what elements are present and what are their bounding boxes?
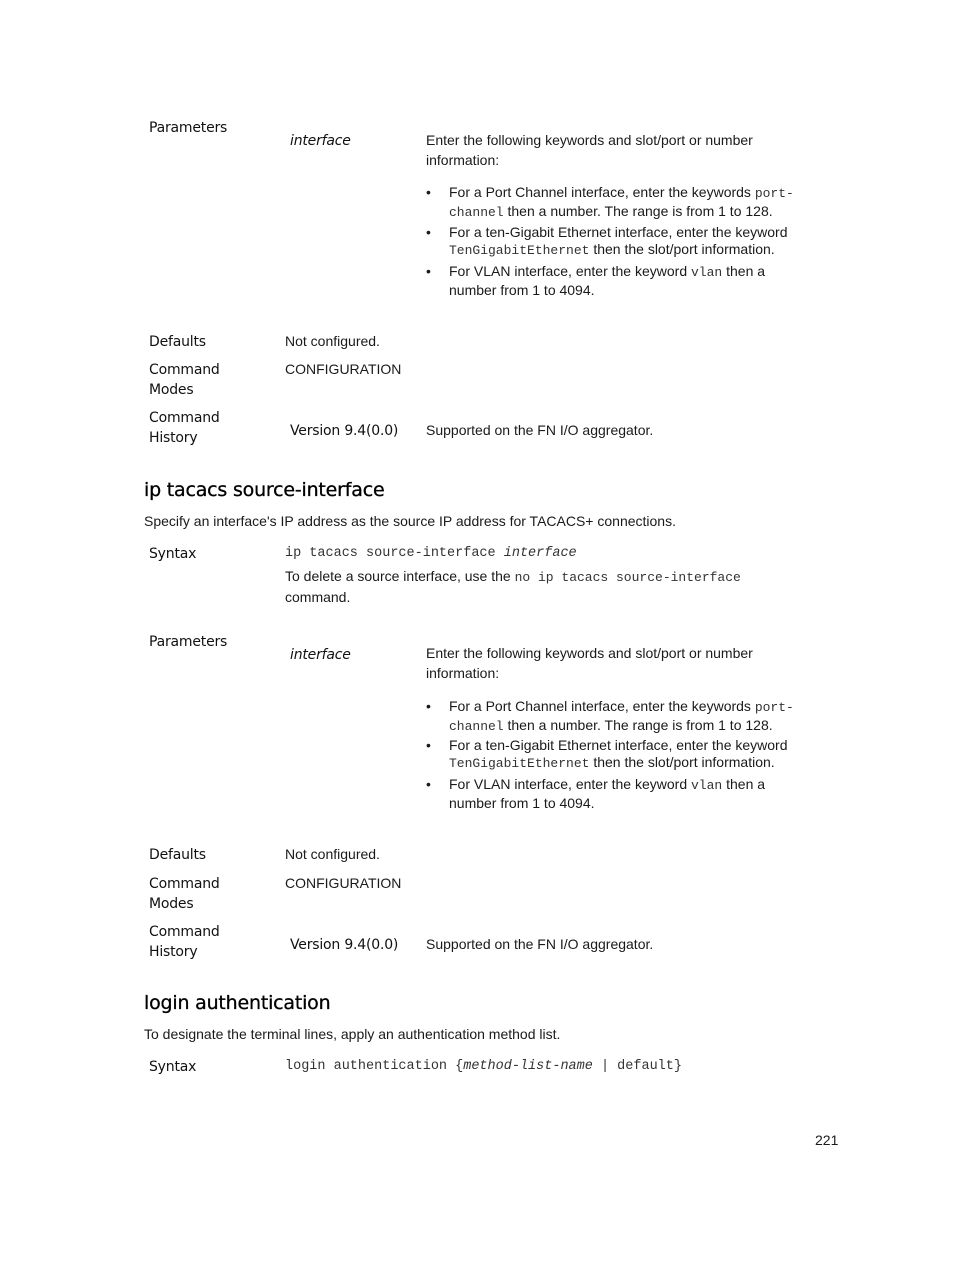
param-description: Enter the following keywords and slot/port or number information: — [426, 132, 753, 168]
list-item: For VLAN interface, enter the keyword vlan then a number from 1 to 4094. — [449, 263, 766, 298]
syntax-code: ip tacacs source-interface interface — [285, 546, 577, 561]
command-history-label: Command History — [149, 924, 220, 960]
history-version: Version 9.4(0.0) — [290, 423, 399, 439]
parameters-label: Parameters — [149, 634, 228, 650]
list-item: For VLAN interface, enter the keyword vlan then a number from 1 to 4094. — [449, 776, 766, 811]
syntax-label: Syntax — [149, 546, 197, 562]
delete-instruction: To delete a source interface, use the no ip tacacs source-interface command. — [285, 568, 741, 605]
defaults-value: Not configured. — [285, 333, 380, 349]
section-heading: login authentication — [144, 992, 331, 1014]
param-term: interface — [290, 133, 351, 149]
command-modes-value: CONFIGURATION — [285, 875, 402, 891]
history-description: Supported on the FN I/O aggregator. — [426, 936, 654, 952]
command-history-label: Command History — [149, 410, 220, 446]
page-number: 221 — [815, 1132, 839, 1148]
list-item: For a ten-Gigabit Ethernet interface, enter the keyword TenGigabitEthernet then the slot/port information. — [449, 737, 788, 771]
section-intro: Specify an interface's IP address as the source IP address for TACACS+ connections. — [144, 513, 676, 529]
defaults-label: Defaults — [149, 334, 206, 350]
history-version: Version 9.4(0.0) — [290, 937, 399, 953]
param-description: Enter the following keywords and slot/port or number information: — [426, 645, 753, 681]
list-item: For a Port Channel interface, enter the keywords port- channel then a number. The range is from 1 to 128. — [449, 698, 794, 734]
parameters-label: Parameters — [149, 120, 228, 136]
syntax-label: Syntax — [149, 1059, 197, 1075]
bullet-icon: • — [426, 776, 431, 792]
history-description: Supported on the FN I/O aggregator. — [426, 422, 654, 438]
bullet-icon: • — [426, 698, 431, 714]
syntax-code: login authentication {method-list-name | default} — [285, 1059, 682, 1074]
bullet-icon: • — [426, 224, 431, 240]
section-intro: To designate the terminal lines, apply an authentication method list. — [144, 1026, 561, 1042]
command-modes-label: Command Modes — [149, 362, 220, 398]
defaults-value: Not configured. — [285, 846, 380, 862]
list-item: For a Port Channel interface, enter the keywords port- channel then a number. The range is from 1 to 128. — [449, 184, 794, 220]
command-modes-label: Command Modes — [149, 876, 220, 912]
bullet-icon: • — [426, 263, 431, 279]
bullet-icon: • — [426, 737, 431, 753]
param-term: interface — [290, 647, 351, 663]
bullet-icon: • — [426, 184, 431, 200]
defaults-label: Defaults — [149, 847, 206, 863]
command-modes-value: CONFIGURATION — [285, 361, 402, 377]
list-item: For a ten-Gigabit Ethernet interface, enter the keyword TenGigabitEthernet then the slot/port information. — [449, 224, 788, 258]
section-heading: ip tacacs source-interface — [144, 479, 385, 501]
